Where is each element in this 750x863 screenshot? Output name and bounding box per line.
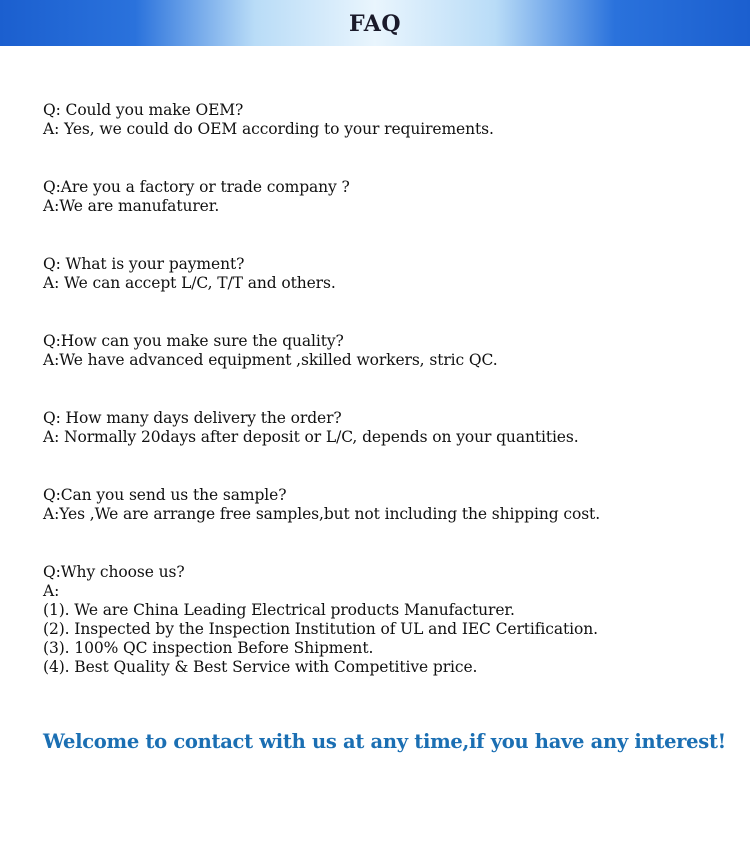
faq-question: Q: How many days delivery the order? bbox=[43, 409, 342, 427]
faq-answer: A:We have advanced equipment ,skilled workers, stric QC. bbox=[43, 351, 498, 369]
faq-list bbox=[43, 101, 733, 716]
faq-item-quality bbox=[43, 332, 733, 370]
faq-item-oem bbox=[43, 101, 733, 139]
faq-answer-point: (3). 100% QC inspection Before Shipment. bbox=[43, 639, 374, 657]
faq-question: Q:Why choose us? bbox=[43, 563, 185, 581]
faq-answer: A: Yes, we could do OEM according to your requirements. bbox=[43, 120, 494, 138]
faq-question: Q:Can you send us the sample? bbox=[43, 486, 287, 504]
faq-item-sample bbox=[43, 486, 733, 524]
faq-question: Q:How can you make sure the quality? bbox=[43, 332, 344, 350]
faq-answer-point: (2). Inspected by the Inspection Institution of UL and IEC Certification. bbox=[43, 620, 598, 638]
faq-answer: A:We are manufaturer. bbox=[43, 197, 220, 215]
faq-answer: A: We can accept L/C, T/T and others. bbox=[43, 274, 336, 292]
page-title: FAQ bbox=[348, 11, 402, 37]
faq-answer: A: bbox=[43, 582, 60, 600]
welcome-message: Welcome to contact with us at any time,if you have any interest! bbox=[43, 730, 726, 753]
faq-question: Q: Could you make OEM? bbox=[43, 101, 244, 119]
faq-answer: A: Normally 20days after deposit or L/C, depends on your quantities. bbox=[43, 428, 579, 446]
faq-answer-point: (4). Best Quality & Best Service with Competitive price. bbox=[43, 658, 478, 676]
faq-item-delivery bbox=[43, 409, 733, 447]
faq-question: Q: What is your payment? bbox=[43, 255, 245, 273]
faq-question: Q:Are you a factory or trade company ? bbox=[43, 178, 350, 196]
faq-item-why-choose bbox=[43, 563, 733, 677]
faq-item-payment bbox=[43, 255, 733, 293]
faq-item-factory bbox=[43, 178, 733, 216]
faq-answer-point: (1). We are China Leading Electrical products Manufacturer. bbox=[43, 601, 515, 619]
faq-answer: A:Yes ,We are arrange free samples,but not including the shipping cost. bbox=[43, 505, 601, 523]
